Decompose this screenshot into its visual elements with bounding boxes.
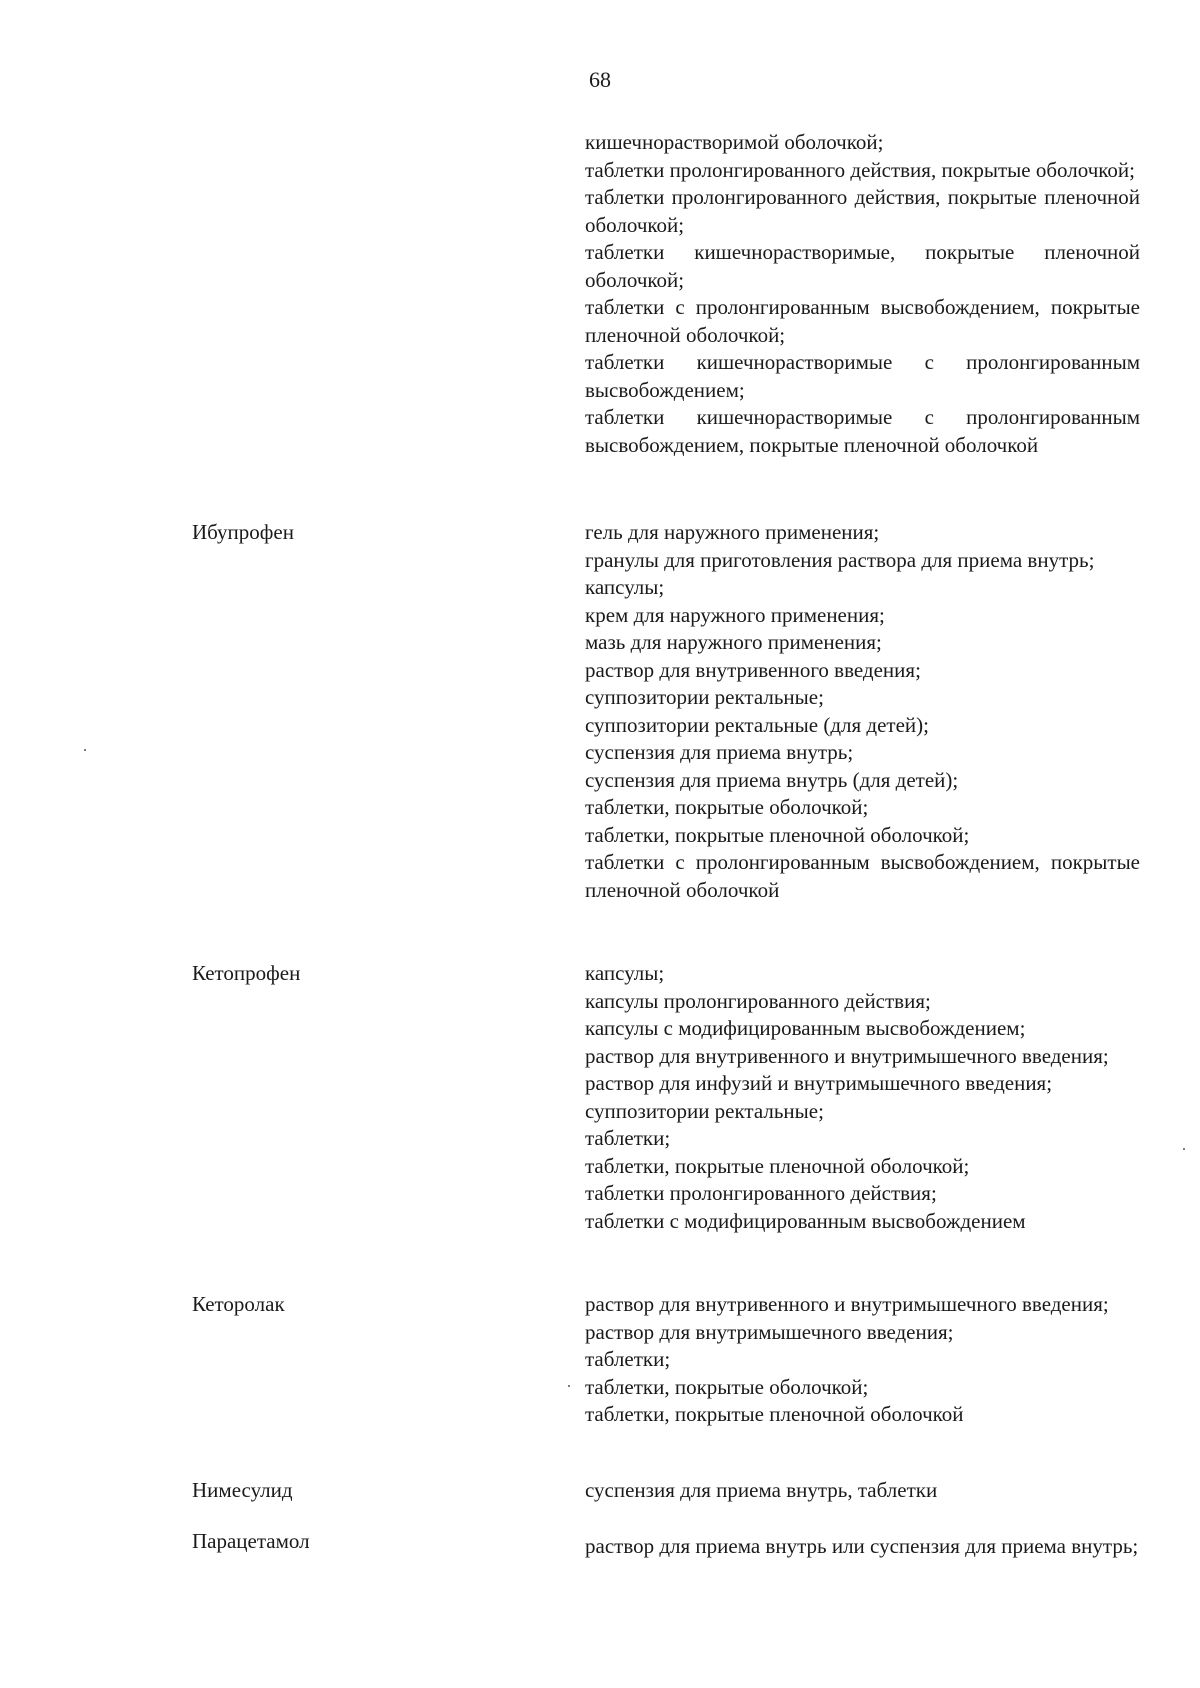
drug-name-ketoprofen: Кетопрофен [192,961,301,985]
scan-speck [84,749,86,751]
form-item: раствор для инфузий и внутримышечного введения; [585,1071,1053,1095]
form-item: таблетки кишечнорастворимые с пролонгированным высвобождением; [585,350,1140,402]
form-item: таблетки пролонгированного действия, покрытые оболочкой; [585,157,1135,182]
form-item: суспензия для приема внутрь (для детей); [585,767,959,792]
form-item: суппозитории ректальные (для детей); [585,712,929,737]
form-item: суспензия для приема внутрь, таблетки [585,1478,938,1502]
nimesulide-forms-list [585,1477,1140,1505]
form-item: суппозитории ректальные; [585,1098,824,1123]
drug-name-ketorolac: Кеторолак [192,1292,285,1316]
form-item: раствор для приема внутрь или суспензия для приема внутрь; [585,1534,1139,1558]
drug-name-ibuprofen: Ибупрофен [192,520,294,544]
form-item: раствор для внутривенного введения; [585,657,921,682]
form-item: суспензия для приема внутрь; [585,740,854,764]
form-item: таблетки пролонгированного действия, покрытые пленочной оболочкой; [585,185,1140,237]
continuation-forms-list [585,129,1140,459]
form-item: мазь для наружного применения; [585,630,882,654]
ketoprofen-forms-list [585,960,1140,1235]
form-item: капсулы; [585,575,665,599]
form-item: гранулы для приготовления раствора для приема внутрь; [585,547,1095,572]
form-item: таблетки, покрытые пленочной оболочкой; [585,822,970,847]
scan-speck [568,1385,570,1387]
scan-speck [1183,1148,1185,1150]
page-number: 68 [589,67,611,92]
form-item: гель для наружного применения; [585,520,880,544]
ibuprofen-forms-list [585,519,1140,904]
form-item: раствор для внутривенного и внутримышечного введения; [585,1292,1109,1316]
form-item: раствор для внутримышечного введения; [585,1319,954,1344]
form-item: таблетки, покрытые оболочкой; [585,1374,869,1399]
form-item: таблетки с модифицированным высвобождением [585,1208,1026,1233]
form-item: суппозитории ректальные; [585,685,824,709]
form-item: таблетки, покрытые пленочной оболочкой; [585,1153,970,1178]
paracetamol-forms-list [585,1531,1140,1562]
form-item: капсулы пролонгированного действия; [585,988,931,1013]
form-item: таблетки с пролонгированным высвобождением, покрытые пленочной оболочкой; [585,295,1140,347]
form-item: таблетки; [585,1347,671,1371]
form-item: таблетки пролонгированного действия; [585,1181,937,1205]
form-item: таблетки, покрытые оболочкой; [585,795,869,819]
form-item: капсулы; [585,961,665,985]
form-item: таблетки кишечнорастворимые с пролонгированным высвобождением, покрытые пленочной оболочкой [585,405,1140,457]
form-item: раствор для внутривенного и внутримышечного введения; [585,1043,1109,1068]
form-item: таблетки кишечнорастворимые, покрытые пленочной оболочкой; [585,240,1140,292]
form-item: капсулы с модифицированным высвобождением; [585,1016,1026,1040]
form-item: таблетки с пролонгированным высвобождением, покрытые пленочной оболочкой [585,850,1140,902]
ketorolac-forms-list [585,1291,1140,1429]
form-item: крем для наружного применения; [585,602,885,627]
form-item: таблетки; [585,1126,671,1150]
form-item: кишечнорастворимой оболочкой; [585,130,884,154]
form-item: таблетки, покрытые пленочной оболочкой [585,1402,964,1426]
drug-name-nimesulide: Нимесулид [192,1478,293,1502]
drug-name-paracetamol: Парацетамол [192,1529,310,1553]
